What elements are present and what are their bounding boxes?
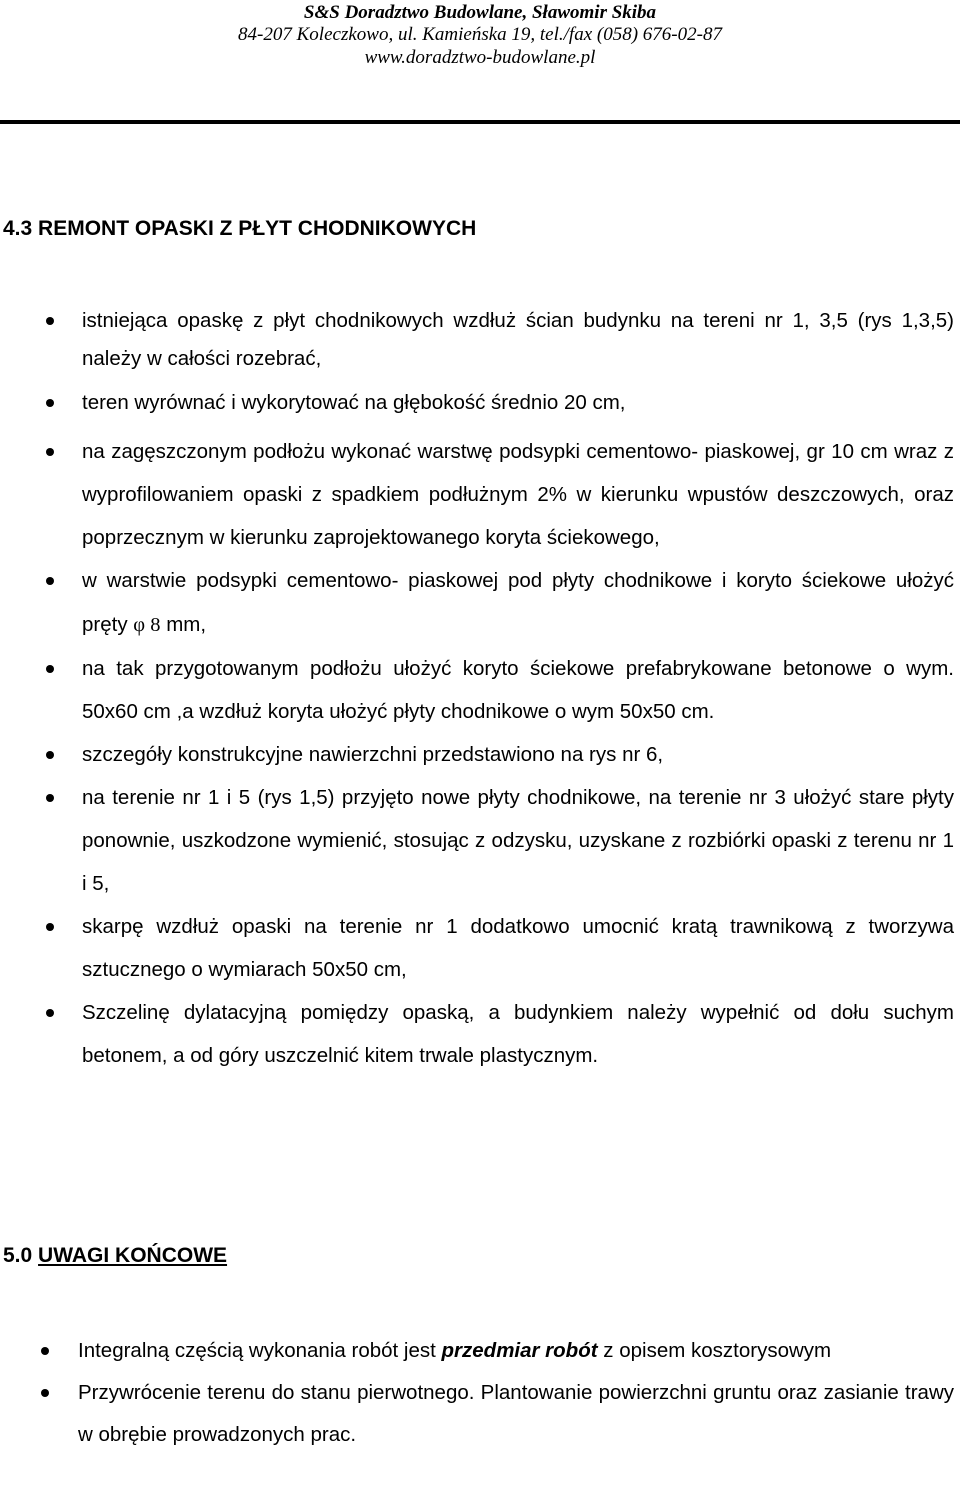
- list-item: [78, 1330, 954, 1372]
- list-item: szczegóły konstrukcyjne nawierzchni przedstawiono na rys nr 6,: [82, 733, 954, 776]
- section-5-0-heading: UWAGI KOŃCOWE: [38, 1244, 228, 1267]
- list-item: na tak przygotowanym podłożu ułożyć koryto ściekowe prefabrykowane betonowe o wym. 50x60 cm ,a wzdłuż koryta ułożyć płyty chodnikowe o wym 50x50 cm.: [82, 647, 954, 733]
- company-address: 84-207 Koleczkowo, ul. Kamieńska 19, tel./fax (058) 676-02-87: [238, 24, 722, 45]
- list-item: na zagęszczonym podłożu wykonać warstwę podsypki cementowo- piaskowej, gr 10 cm wraz z wyprofilowaniem opaski z spadkiem podłużnym 2% w kierunku wpustów deszczowych, oraz poprzecznym w kierunku zaprojektowanego koryta ściekowego,: [82, 430, 954, 559]
- list-item: [82, 559, 954, 647]
- section-4-3-list: [82, 302, 954, 1077]
- list-item: skarpę wzdłuż opaski na terenie nr 1 dodatkowo umocnić kratą trawnikową z tworzywa sztucznego o wymiarach 50x50 cm,: [82, 905, 954, 991]
- list-item-text-tail: mm,: [160, 613, 207, 636]
- section-5-0-title: [3, 1243, 227, 1269]
- list-item-text: Integralną częścią wykonania robót jest: [78, 1339, 436, 1362]
- list-item-text: w warstwie podsypki cementowo- piaskowej pod płyty chodnikowe i koryto ściekowe ułożyć pręty: [82, 569, 954, 636]
- list-item-text-tail: z opisem kosztorysowym: [603, 1339, 832, 1362]
- emphasis-text: przedmiar robót: [441, 1339, 598, 1362]
- section-5-0-number: 5.0: [3, 1244, 33, 1267]
- list-item: teren wyrównać i wykorytować na głębokość średnio 20 cm,: [82, 384, 954, 422]
- section-4-3-title: 4.3 REMONT OPASKI Z PŁYT CHODNIKOWYCH: [3, 217, 477, 240]
- diameter-symbol: φ 8: [133, 614, 161, 636]
- list-item: Przywrócenie terenu do stanu pierwotnego. Plantowanie powierzchni gruntu oraz zasianie trawy w obrębie prowadzonych prac.: [78, 1372, 954, 1456]
- company-website: www.doradztwo-budowlane.pl: [364, 47, 596, 68]
- header-divider: [0, 120, 960, 124]
- list-item: na terenie nr 1 i 5 (rys 1,5) przyjęto nowe płyty chodnikowe, na terenie nr 3 ułożyć stare płyty ponownie, uszkodzone wymienić, stosując z odzysku, uzyskane z rozbiórki opaski z terenu nr 1 i 5,: [82, 776, 954, 905]
- company-name: S&S Doradztwo Budowlane, Sławomir Skiba: [303, 2, 657, 23]
- list-item: Szczelinę dylatacyjną pomiędzy opaską, a budynkiem należy wypełnić od dołu suchym betonem, a od góry uszczelnić kitem trwale plastycznym.: [82, 991, 954, 1077]
- list-item: istniejąca opaskę z płyt chodnikowych wzdłuż ścian budynku na tereni nr 1, 3,5 (rys 1,3,5) należy w całości rozebrać,: [82, 302, 954, 378]
- section-5-0-list: [78, 1330, 954, 1456]
